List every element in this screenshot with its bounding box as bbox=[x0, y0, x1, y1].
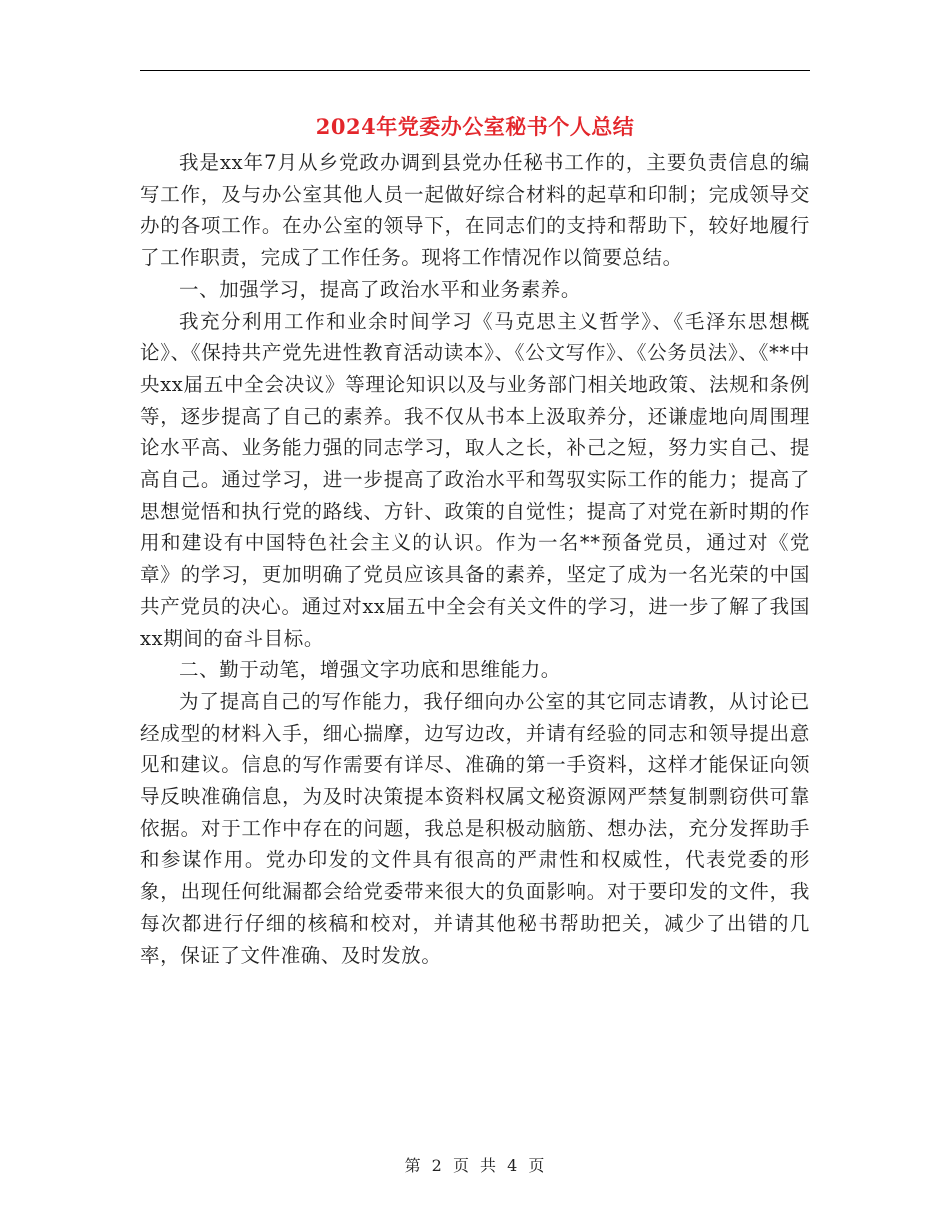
paragraph-study: 我充分利用工作和业余时间学习《马克思主义哲学》、《毛泽东思想概论》、《保持共产党先进性教育活动读本》、《公文写作》、《公务员法》、《**中央xx届五中全会决议》等理论知识以及与业务部门相关地政策、法规和条例等，逐步提高了自己的素养。我不仅从书本上汲取养分，还谦虚地向周围理论水平高、业务能力强的同志学习，取人之长，补己之短，努力实自己、提高自己。通过学习，进一步提高了政治水平和驾驭实际工作的能力；提高了思想觉悟和执行党的路线、方针、政策的自觉性；提高了对党在新时期的作用和建设有中国特色社会主义的认识。作为一名**预备党员，通过对《党章》的学习，更加明确了党员应该具备的素养，坚定了成为一名光荣的中国共产党员的决心。通过对xx届五中全会有关文件的学习，进一步了解了我国xx期间的奋斗目标。 bbox=[140, 309, 810, 650]
document-body bbox=[140, 147, 810, 971]
section-heading-1: 一、加强学习，提高了政治水平和业务素养。 bbox=[179, 277, 582, 301]
page-number-footer: 第 2 页 共 4 页 bbox=[404, 1156, 546, 1175]
paragraph-intro: 我是xx年7月从乡党政办调到县党办任秘书工作的，主要负责信息的编写工作，及与办公室其他人员一起做好综合材料的起草和印制；完成领导交办的各项工作。在办公室的领导下，在同志们的支持和帮助下，较好地履行了工作职责，完成了工作任务。现将工作情况作以简要总结。 bbox=[140, 151, 810, 270]
header-rule bbox=[140, 70, 810, 71]
section-heading-2: 二、勤于动笔，增强文字功底和思维能力。 bbox=[179, 658, 561, 682]
document-title: 2024年党委办公室秘书个人总结 bbox=[315, 114, 635, 139]
paragraph-writing: 为了提高自己的写作能力，我仔细向办公室的其它同志请教，从讨论已经成型的材料入手，细心揣摩，边写边改，并请有经验的同志和领导提出意见和建议。信息的写作需要有详尽、准确的第一手资料，这样才能保证向领导反映准确信息，为及时决策提本资料权属文秘资源网严禁复制剽窃供可靠依据。对于工作中存在的问题，我总是积极动脑筋、想办法，充分发挥助手和参谋作用。党办印发的文件具有很高的严肃性和权威性，代表党委的形象，出现任何纰漏都会给党委带来很大的负面影响。对于要印发的文件，我每次都进行仔细的核稿和校对，并请其他秘书帮助把关，减少了出错的几率，保证了文件准确、及时发放。 bbox=[140, 689, 810, 967]
